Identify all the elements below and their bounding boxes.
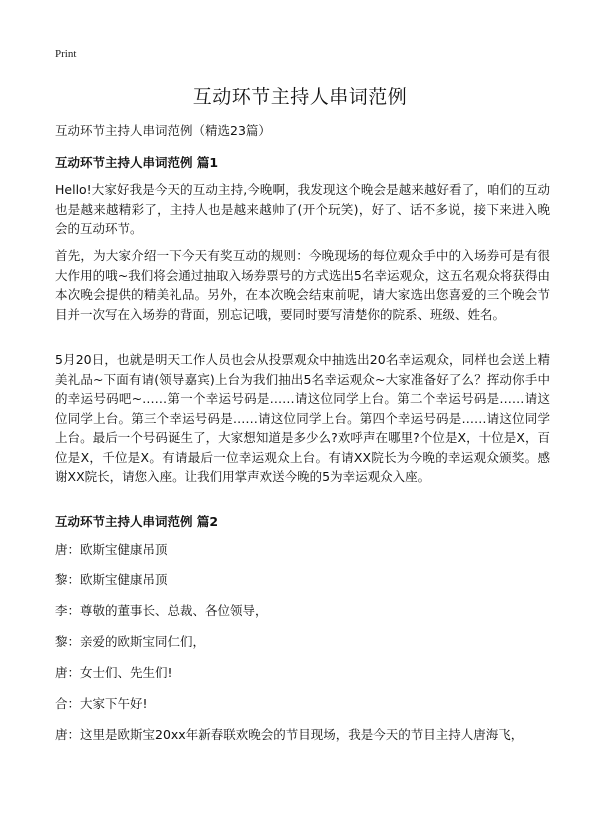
dialog-line: 唐：欧斯宝健康吊顶: [55, 542, 168, 557]
dialog-line: 唐：女士们、先生们!: [55, 665, 173, 680]
section-heading-1: 互动环节主持人串词范例 篇1: [55, 155, 219, 170]
dialog-line: 合：大家下午好!: [55, 696, 148, 711]
dialog-line: 黎：欧斯宝健康吊顶: [55, 572, 168, 587]
page-title: 互动环节主持人串词范例: [192, 86, 408, 108]
section-heading-2: 互动环节主持人串词范例 篇2: [55, 514, 219, 529]
dialog-line: 黎：亲爱的欧斯宝同仁们，: [55, 634, 206, 649]
paragraph: 首先，为大家介绍一下今天有奖互动的规则：今晚现场的每位观众手中的入场券可是有很大作用的哦~我们将会通过抽取入场券票号的方式选出5名幸运观众，这五名观众将获得由本次晚会提供的精美礼品。另外，在本次晚会结束前呢，请大家选出您喜爱的三个晚会节目并一次写在入场券的背面，别忘记哦，要同时要写清楚你的院系、班级、姓名。: [55, 248, 550, 322]
document-subtitle: 互动环节主持人串词范例（精选23篇）: [55, 123, 271, 138]
dialog-line: 李：尊敬的董事长、总裁、各位领导，: [55, 603, 268, 618]
dialog-line: 唐：这里是欧斯宝20xx年新春联欢晚会的节目现场，我是今天的节目主持人唐海飞，: [55, 727, 524, 742]
paragraph: 5月20日，也就是明天工作人员也会从投票观众中抽选出20名幸运观众，同样也会送上精美礼品~下面有请(领导嘉宾)上台为我们抽出5名幸运观众~大家准备好了么？挥动你手中的幸运号码吧~……第一个幸运号码是……请这位同学上台。第二个幸运号码是……请这位同学上台。第三个幸运号码是……请这位同学上台。第四个幸运号码是……请这位同学上台。最后一个号码诞生了，大家想知道是多少么?欢呼声在哪里?个位是X，十位是X，百位是X，千位是X。有请最后一位幸运观众上台。有请XX院长为今晚的幸运观众颁奖。感谢XX院长，请您入座。让我们用掌声欢送今晚的5为幸运观众入座。: [55, 352, 550, 484]
print-label: Print: [55, 48, 77, 60]
paragraph: Hello!大家好我是今天的互动主持,今晚啊，我发现这个晚会是越来越好看了，咱们的互动也是越来越精彩了，主持人也是越来越帅了(开个玩笑)，好了、话不多说，接下来进入晚会的互动环节。: [55, 182, 550, 236]
